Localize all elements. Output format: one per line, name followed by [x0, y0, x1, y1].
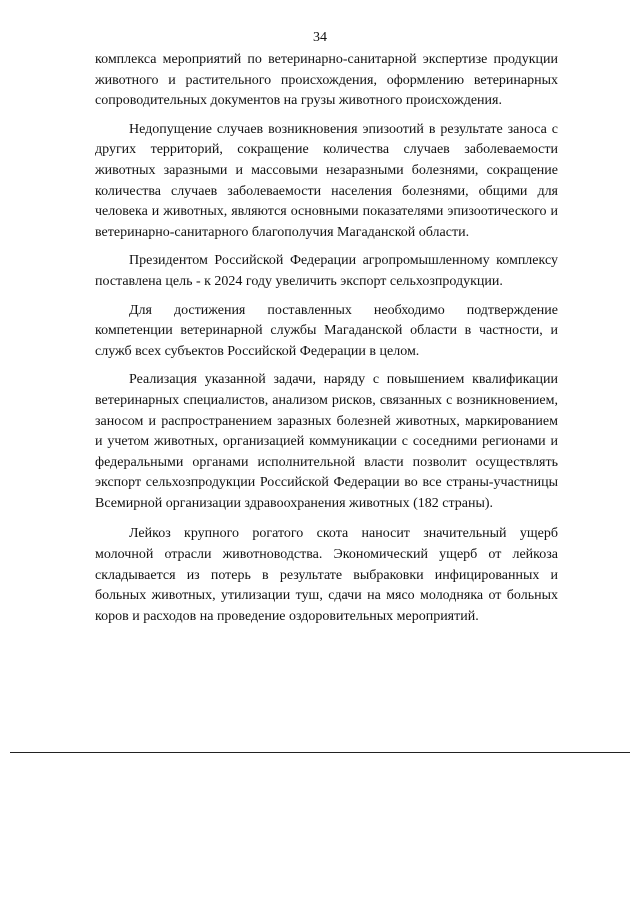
paragraph-epizootic-wellbeing: Недопущение случаев возникновения эпизоотий в результате заноса с других территорий, сокращение количества случаев заболеваемости животных заразными и массовыми незаразными болезнями, сокращение количества случаев заболеваемости населения болезнями, общими для человека и животных, являются основными показателями эпизоотического и ветеринарно-санитарного благополучия Магаданской области.: [95, 121, 558, 240]
paragraph-leukosis: Лейкоз крупного рогатого скота наносит значительный ущерб молочной отрасли животноводства. Экономический ущерб от лейкоза складывается из потерь в результате выбраковки инфицированных и больных животных, утилизации туш, сдачи на мясо молодняка от больных коров и расходов на проведение оздоровительных мероприятий.: [95, 526, 558, 624]
page-number: 34: [313, 30, 327, 45]
paragraph-export-goal: Президентом Российской Федерации агропромышленному комплексу поставлена цель - к 2024 году увеличить экспорт сельхозпродукции.: [95, 253, 558, 289]
paragraph-task-implementation: Реализация указанной задачи, наряду с повышением квалификации ветеринарных специалистов, анализом рисков, связанных с возникновением, заносом и распространением заразных болезней животных, маркированием и учетом животных, организацией коммуникации с соседними регионами и федеральными органами исполнительной власти позволит осуществлять экспорт сельхозпродукции Российской Федерации во все страны-участницы Всемирной организации здравоохранения животных (182 страны).: [95, 372, 558, 511]
paragraph-continuation: комплекса мероприятий по ветеринарно-санитарной экспертизе продукции животного и растительного происхождения, оформлению ветеринарных сопроводительных документов на грузы животного происхождения.: [95, 52, 558, 109]
footer-divider: [10, 752, 630, 753]
paragraph-competence: Для достижения поставленных необходимо подтверждение компетенции ветеринарной службы Магаданской области в частности, и служб всех субъектов Российской Федерации в целом.: [95, 302, 558, 359]
document-body: [95, 50, 558, 635]
